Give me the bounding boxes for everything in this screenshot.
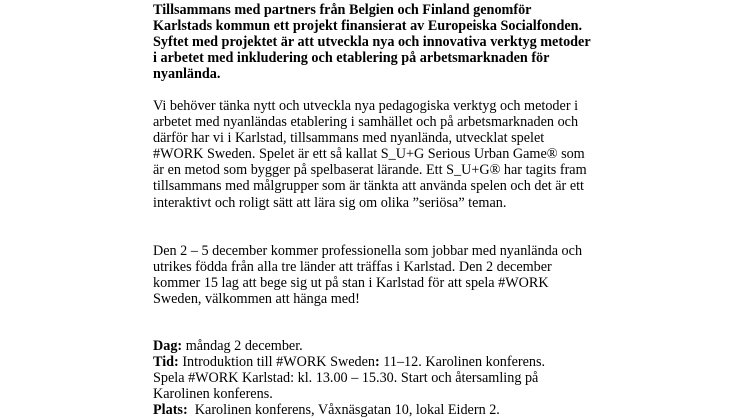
detail-time-line-2: Spela #WORK Karlstad: kl. 13.00 – 15.30. Start och återsamling på <box>153 370 539 387</box>
text-line: Syftet med projektet är att utveckla nya och innovativa verktyg metoder <box>153 34 591 51</box>
detail-day <box>153 338 638 354</box>
place-value: Karolinen konferens, Våxnäsgatan 10, lokal Eidern 2. <box>187 402 500 419</box>
text-line: är en metod som bygger på spelbaserat lärande. Ett S_U+G® har tagits fram <box>153 162 587 179</box>
text-line: nyanlända. <box>153 66 221 83</box>
text-line: tillsammans med målgrupper som är tänkta att använda spelen och det är ett <box>153 178 585 195</box>
text-line: därför har vi i Karlstad, tillsammans med nyanlända, utvecklat spelet <box>153 130 545 147</box>
text-line: utrikes födda från alla tre länder att träffas i Karlstad. Den 2 december <box>153 259 552 276</box>
time-rest: 11–12. Karolinen konferens. <box>379 354 546 371</box>
text-line: i arbetet med inkludering och etablering på arbetsmarknaden för <box>153 50 550 67</box>
text-line: Den 2 – 5 december kommer professionella som jobbar med nyanlända och <box>153 243 583 259</box>
place-label: Plats: <box>153 402 188 419</box>
text-line: #WORK Sweden. Spelet är ett så kallat S_U+G Serious Urban Game® som <box>153 146 585 163</box>
text-line: Karlstads kommun ett projekt finansierat av Europeiska Socialfonden. <box>153 18 583 35</box>
text-line: Tillsammans med partners från Belgien och Finland genomför <box>153 2 532 18</box>
day-value: måndag 2 december. <box>182 338 303 354</box>
time-label: Tid: <box>153 354 179 371</box>
text-line: Vi behöver tänka nytt och utveckla nya pedagogiska verktyg och metoder i <box>153 98 579 114</box>
detail-place <box>153 402 638 418</box>
text-line: interaktivt och roligt sätt att lära sig om olika ”seriösa” teman. <box>153 194 507 211</box>
detail-time <box>153 354 638 370</box>
intro-paragraph <box>153 2 638 82</box>
day-label: Dag: <box>153 338 183 354</box>
time-colon: : <box>375 354 380 371</box>
event-details <box>153 338 638 418</box>
text-line: kommer 15 lag att bege sig ut på stan i Karlstad för att spela #WORK <box>153 275 549 292</box>
body-paragraph-2 <box>153 243 638 307</box>
text-line: arbetet med nyanländas etablering i samhället och på arbetsmarknaden och <box>153 114 579 131</box>
body-paragraph-1 <box>153 98 638 211</box>
detail-time-line-3: Karolinen konferens. <box>153 386 273 403</box>
time-value: Introduktion till #WORK Sweden <box>178 354 376 371</box>
text-line: Sweden, välkommen att hänga med! <box>153 291 360 308</box>
